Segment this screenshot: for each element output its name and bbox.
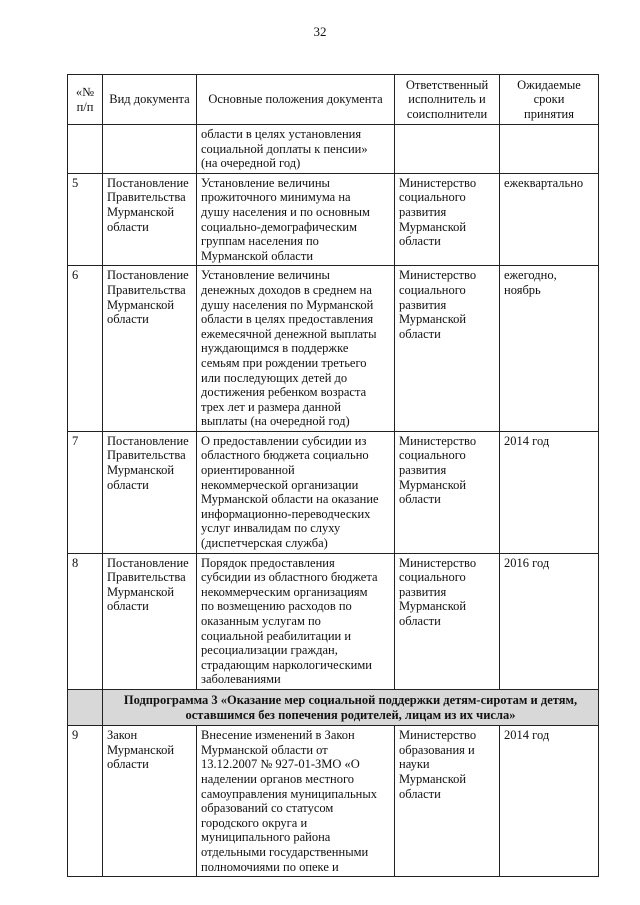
header-term: Ожидаемые сроки принятия bbox=[500, 75, 599, 125]
cell-executor: Министерство социального развития Мурманской области bbox=[395, 553, 500, 689]
cell-executor: Министерство социального развития Мурманской области bbox=[395, 173, 500, 266]
cell-executor: Министерство образования и науки Мурманской области bbox=[395, 726, 500, 877]
cell-provisions: Установление величины денежных доходов в среднем на душу населения по Мурманской области в целях предоставления ежемесячной денежной выплаты нуждающимся в поддержке семьям при рождении третьего или последующих детей до достижения ребенком возраста трех лет и размера данной выплаты (на очередной год) bbox=[197, 266, 395, 432]
cell-num: 5 bbox=[68, 173, 103, 266]
cell-doc-type: Постановление Правительства Мурманской области bbox=[103, 173, 197, 266]
cell-term bbox=[500, 125, 599, 174]
cell-doc-type: Закон Мурманской области bbox=[103, 726, 197, 877]
header-executor: Ответственный исполнитель и соисполнители bbox=[395, 75, 500, 125]
table-row bbox=[68, 173, 599, 266]
cell-executor: Министерство социального развития Мурманской области bbox=[395, 266, 500, 432]
subprogram-blank-cell bbox=[68, 689, 103, 725]
cell-term: 2014 год bbox=[500, 726, 599, 877]
cell-provisions: Порядок предоставления субсидии из областного бюджета некоммерческим организациям по возмещению расходов по оказанным услугам по социальной реабилитации и ресоциализации граждан, страдающим наркологическими заболеваниями bbox=[197, 553, 395, 689]
header-provisions: Основные положения документа bbox=[197, 75, 395, 125]
cell-executor bbox=[395, 125, 500, 174]
subprogram-row bbox=[68, 689, 599, 725]
page-number: 32 bbox=[313, 24, 327, 39]
cell-num bbox=[68, 125, 103, 174]
cell-term: 2016 год bbox=[500, 553, 599, 689]
table-row bbox=[68, 266, 599, 432]
header-doc-type: Вид документа bbox=[103, 75, 197, 125]
table-row bbox=[68, 726, 599, 877]
cell-doc-type: Постановление Правительства Мурманской области bbox=[103, 266, 197, 432]
cell-term: 2014 год bbox=[500, 431, 599, 553]
cell-term: ежеквартально bbox=[500, 173, 599, 266]
table-row bbox=[68, 553, 599, 689]
documents-table bbox=[67, 74, 599, 877]
cell-num: 6 bbox=[68, 266, 103, 432]
cell-provisions: области в целях установления социальной доплаты к пенсии» (на очередной год) bbox=[197, 125, 395, 174]
header-num: «№ п/п bbox=[68, 75, 103, 125]
cell-doc-type: Постановление Правительства Мурманской области bbox=[103, 431, 197, 553]
cell-provisions: Внесение изменений в Закон Мурманской области от 13.12.2007 № 927-01-ЗМО «О наделении органов местного самоуправления муниципальных образований со статусом городского округа и муниципального района отдельными государственными полномочиями по опеке и bbox=[197, 726, 395, 877]
table-row bbox=[68, 431, 599, 553]
table-row-continuation bbox=[68, 125, 599, 174]
cell-doc-type bbox=[103, 125, 197, 174]
cell-doc-type: Постановление Правительства Мурманской области bbox=[103, 553, 197, 689]
cell-num: 7 bbox=[68, 431, 103, 553]
cell-num: 9 bbox=[68, 726, 103, 877]
cell-executor: Министерство социального развития Мурманской области bbox=[395, 431, 500, 553]
table-header-row bbox=[68, 75, 599, 125]
subprogram-title: Подпрограмма 3 «Оказание мер социальной поддержки детям-сиротам и детям, оставшимся без попечения родителей, лицам из их числа» bbox=[103, 689, 599, 725]
cell-provisions: О предоставлении субсидии из областного бюджета социально ориентированной некоммерческой организации Мурманской области на оказание информационно-переводческих услуг инвалидам по слуху (диспетчерская служба) bbox=[197, 431, 395, 553]
cell-provisions: Установление величины прожиточного минимума на душу населения и по основным социально-демографическим группам населения по Мурманской области bbox=[197, 173, 395, 266]
cell-term: ежегодно, ноябрь bbox=[500, 266, 599, 432]
cell-num: 8 bbox=[68, 553, 103, 689]
